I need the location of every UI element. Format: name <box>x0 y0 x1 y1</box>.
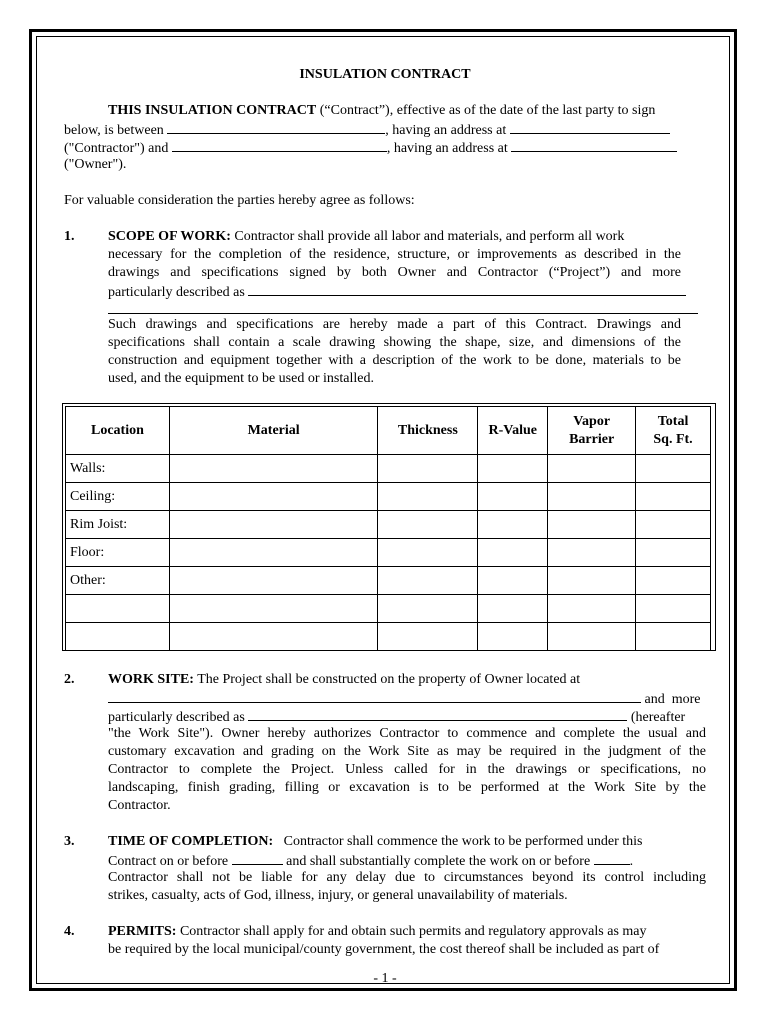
section-2-line-5: customary excavation and grading on the Work Site as may be required in the judgment of the <box>108 744 706 759</box>
section-1-para-2-line-4: used, and the equipment to be used or installed. <box>108 371 374 386</box>
table-cell-blank[interactable] <box>378 567 478 595</box>
section-4-line-2: be required by the local municipal/county government, the cost thereof shall be included as part of <box>108 942 660 957</box>
col-header-total-sq-ft: Total Sq. Ft. <box>636 407 711 455</box>
table-cell-blank[interactable] <box>636 595 711 623</box>
section-1-line-1 <box>108 228 624 246</box>
section-1-line-3: drawings and specifications signed by both Owner and Contractor (“Project”) and more <box>108 265 681 280</box>
table-cell-blank[interactable] <box>378 623 478 651</box>
table-cell-blank[interactable] <box>378 595 478 623</box>
section-3-line-1 <box>108 833 643 851</box>
table-cell-blank[interactable] <box>378 511 478 539</box>
row-location-label: Walls: <box>66 455 170 483</box>
intro-line-1-text: (“Contract”), effective as of the date of the last party to sign <box>316 103 656 118</box>
table-cell-blank[interactable] <box>548 623 636 651</box>
section-4-line-1 <box>108 923 647 941</box>
section-3-line-2 <box>108 851 633 871</box>
project-description-blank[interactable] <box>248 282 686 296</box>
commence-date-blank[interactable] <box>232 851 283 865</box>
section-1-line-2: necessary for the completion of the residence, structure, or improvements as described in the <box>108 247 681 262</box>
section-3-line-3: Contractor shall not be liable for any delay due to circumstances beyond its control including <box>108 870 706 885</box>
intro-line-3 <box>64 138 677 158</box>
party-two-address-blank[interactable] <box>511 138 677 152</box>
section-2-line-2 <box>108 689 700 709</box>
table-cell-blank[interactable] <box>548 567 636 595</box>
section-2-line-1 <box>108 671 580 689</box>
insulation-table <box>65 406 711 651</box>
table-row <box>66 595 711 623</box>
intro-lead: THIS INSULATION CONTRACT <box>108 103 317 118</box>
col-header-vapor-barrier: Vapor Barrier <box>548 407 636 455</box>
section-2-line-4: "the Work Site"). Owner hereby authorizes Contractor to commence and complete the usual and <box>108 726 706 741</box>
table-cell-blank[interactable] <box>169 455 378 483</box>
table-cell-blank[interactable] <box>548 539 636 567</box>
section-2-hereafter: (hereafter <box>630 710 686 725</box>
section-3-complete-label: and shall substantially complete the work on or before <box>286 854 591 869</box>
table-cell-blank[interactable] <box>169 623 378 651</box>
page-number: - 1 - <box>373 971 397 986</box>
consideration-text: For valuable consideration the parties hereby agree as follows: <box>64 193 415 208</box>
table-cell-blank[interactable] <box>548 483 636 511</box>
section-3-heading: TIME OF COMPLETION: <box>108 834 274 849</box>
section-3-commence-label: Contract on or before <box>108 854 229 869</box>
work-site-description-blank[interactable] <box>248 707 627 721</box>
section-1-line-1-text: Contractor shall provide all labor and materials, and perform all work <box>230 229 625 244</box>
table-cell-blank[interactable] <box>636 511 711 539</box>
intro-contractor-label: ("Contractor") and <box>64 141 169 156</box>
table-row <box>66 511 711 539</box>
section-1-heading: SCOPE OF WORK: <box>108 229 231 244</box>
section-2-described-label: particularly described as <box>108 710 245 725</box>
table-cell-blank[interactable] <box>169 483 378 511</box>
intro-line-1 <box>108 102 655 120</box>
table-row <box>66 567 711 595</box>
section-2-line-1-text: The Project shall be constructed on the property of Owner located at <box>193 672 581 687</box>
work-site-location-blank[interactable] <box>108 689 641 703</box>
section-3-period: . <box>629 854 634 869</box>
col-header-material: Material <box>169 407 378 455</box>
section-2-line-7: landscaping, finish grading, filling or excavation is to be performed at the Work Site by the <box>108 780 706 795</box>
table-cell-blank[interactable] <box>636 539 711 567</box>
party-one-address-blank[interactable] <box>510 120 670 134</box>
col-header-thickness: Thickness <box>378 407 478 455</box>
section-3-number: 3. <box>64 834 75 849</box>
intro-address-label-1: , having an address at <box>385 123 507 138</box>
section-2-line-3 <box>108 707 685 727</box>
party-two-name-blank[interactable] <box>172 138 387 152</box>
table-row <box>66 455 711 483</box>
col-header-r-value: R-Value <box>478 407 548 455</box>
row-location-label: Other: <box>66 567 170 595</box>
table-cell-blank[interactable] <box>169 595 378 623</box>
section-1-para-2-line-1: Such drawings and specifications are hereby made a part of this Contract. Drawings and <box>108 317 681 332</box>
table-cell-blank[interactable] <box>548 455 636 483</box>
table-row <box>66 623 711 651</box>
row-location-label <box>66 595 170 623</box>
table-cell-blank[interactable] <box>478 595 548 623</box>
table-cell-blank[interactable] <box>169 567 378 595</box>
intro-address-label-2: , having an address at <box>386 141 508 156</box>
intro-line-2 <box>64 120 670 140</box>
section-3-line-1-text: Contractor shall commence the work to be performed under this <box>273 834 643 849</box>
section-4-number: 4. <box>64 924 75 939</box>
row-location-label: Rim Joist: <box>66 511 170 539</box>
section-3-line-4: strikes, casualty, acts of God, illness, injury, or general unavailability of materials. <box>108 888 568 903</box>
table-cell-blank[interactable] <box>378 455 478 483</box>
table-cell-blank[interactable] <box>169 511 378 539</box>
section-2-and-more: and more <box>644 692 701 707</box>
table-row <box>66 539 711 567</box>
section-4-line-1-text: Contractor shall apply for and obtain such permits and regulatory approvals as may <box>176 924 647 939</box>
table-cell-blank[interactable] <box>636 455 711 483</box>
table-cell-blank[interactable] <box>478 455 548 483</box>
table-cell-blank[interactable] <box>636 623 711 651</box>
table-cell-blank[interactable] <box>478 623 548 651</box>
table-cell-blank[interactable] <box>636 483 711 511</box>
col-header-location: Location <box>66 407 170 455</box>
table-cell-blank[interactable] <box>169 539 378 567</box>
section-1-para-2-line-3: construction and equipment together with a description of the work to be done, materials to be <box>108 353 681 368</box>
section-4-heading: PERMITS: <box>108 924 177 939</box>
section-1-described-label: particularly described as <box>108 285 245 300</box>
table-cell-blank[interactable] <box>478 483 548 511</box>
table-cell-blank[interactable] <box>636 567 711 595</box>
table-cell-blank[interactable] <box>548 511 636 539</box>
table-cell-blank[interactable] <box>478 539 548 567</box>
table-cell-blank[interactable] <box>378 539 478 567</box>
table-row <box>66 483 711 511</box>
table-cell-blank[interactable] <box>378 483 478 511</box>
section-2-line-8: Contractor. <box>108 798 171 813</box>
intro-line-4: ("Owner"). <box>64 157 127 172</box>
intro-between-label: below, is between <box>64 123 164 138</box>
section-1-number: 1. <box>64 229 75 244</box>
table-cell-blank[interactable] <box>478 567 548 595</box>
row-location-label: Floor: <box>66 539 170 567</box>
section-2-number: 2. <box>64 672 75 687</box>
table-cell-blank[interactable] <box>478 511 548 539</box>
project-description-blank-2[interactable] <box>108 313 698 314</box>
section-2-line-6: Contractor to complete the Project. Unless called for in the drawings or specifications, no <box>108 762 706 777</box>
table-header-row <box>66 407 711 455</box>
contract-title: INSULATION CONTRACT <box>299 67 471 82</box>
completion-date-blank[interactable] <box>594 851 630 865</box>
row-location-label <box>66 623 170 651</box>
party-one-name-blank[interactable] <box>167 120 385 134</box>
table-cell-blank[interactable] <box>548 595 636 623</box>
row-location-label: Ceiling: <box>66 483 170 511</box>
section-2-heading: WORK SITE: <box>108 672 194 687</box>
section-1-line-4 <box>108 282 686 302</box>
section-1-para-2-line-2: specifications shall contain a scale drawing showing the shape, size, and dimensions of the <box>108 335 681 350</box>
